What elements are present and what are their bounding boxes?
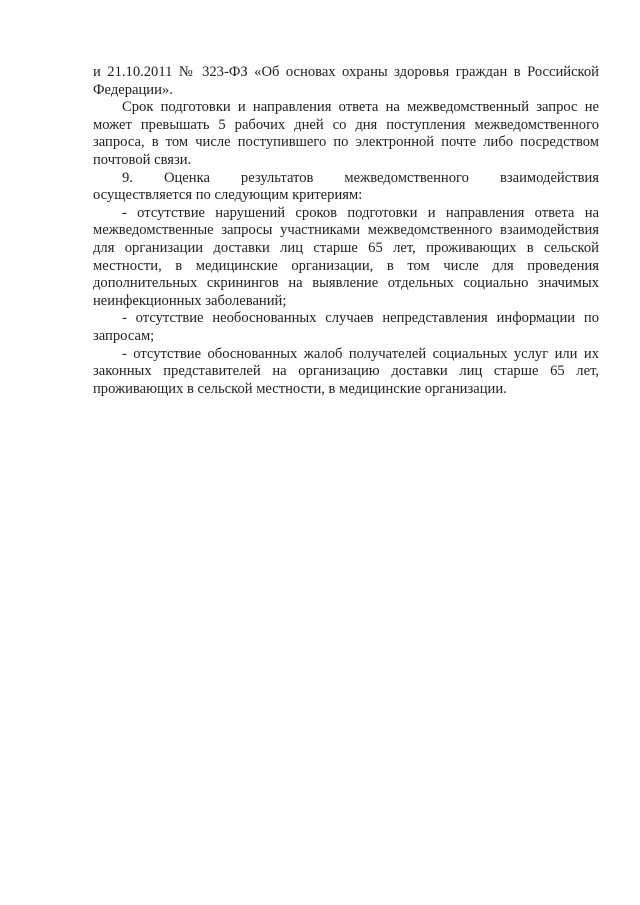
paragraph-law-reference: и 21.10.2011 № 323-ФЗ «Об основах охраны здоровья граждан в Российской Федерации». [93,64,599,98]
criterion-no-unjustified-refusals: - отсутствие необоснованных случаев непредставления информации по запросам; [93,310,599,344]
criterion-no-justified-complaints: - отсутствие обоснованных жалоб получателей социальных услуг или их законных представителей на организацию доставки лиц старше 65 лет, проживающих в сельской местности, в медицинские организации. [93,345,599,397]
paragraph-response-deadline: Срок подготовки и направления ответа на межведомственный запрос не может превышать 5 рабочих дней со дня поступления межведомственного запроса, в том числе поступившего по электронной почте либо посредством почтовой связи. [93,99,599,168]
document-body [93,64,599,398]
paragraph-criteria-intro: осуществляется по следующим критериям: [93,187,363,204]
paragraph-section-9-heading: 9. Оценка результатов межведомственного взаимодействия [122,169,599,186]
criterion-no-deadline-violations: - отсутствие нарушений сроков подготовки и направления ответа на межведомственные запросы участниками межведомственного взаимодействия для организации доставки лиц старше 65 лет, проживающих в сельской местности, в медицинские организации, в том числе для проведения дополнительных скринингов на выявление отдельных социально значимых неинфекционных заболеваний; [93,204,599,309]
